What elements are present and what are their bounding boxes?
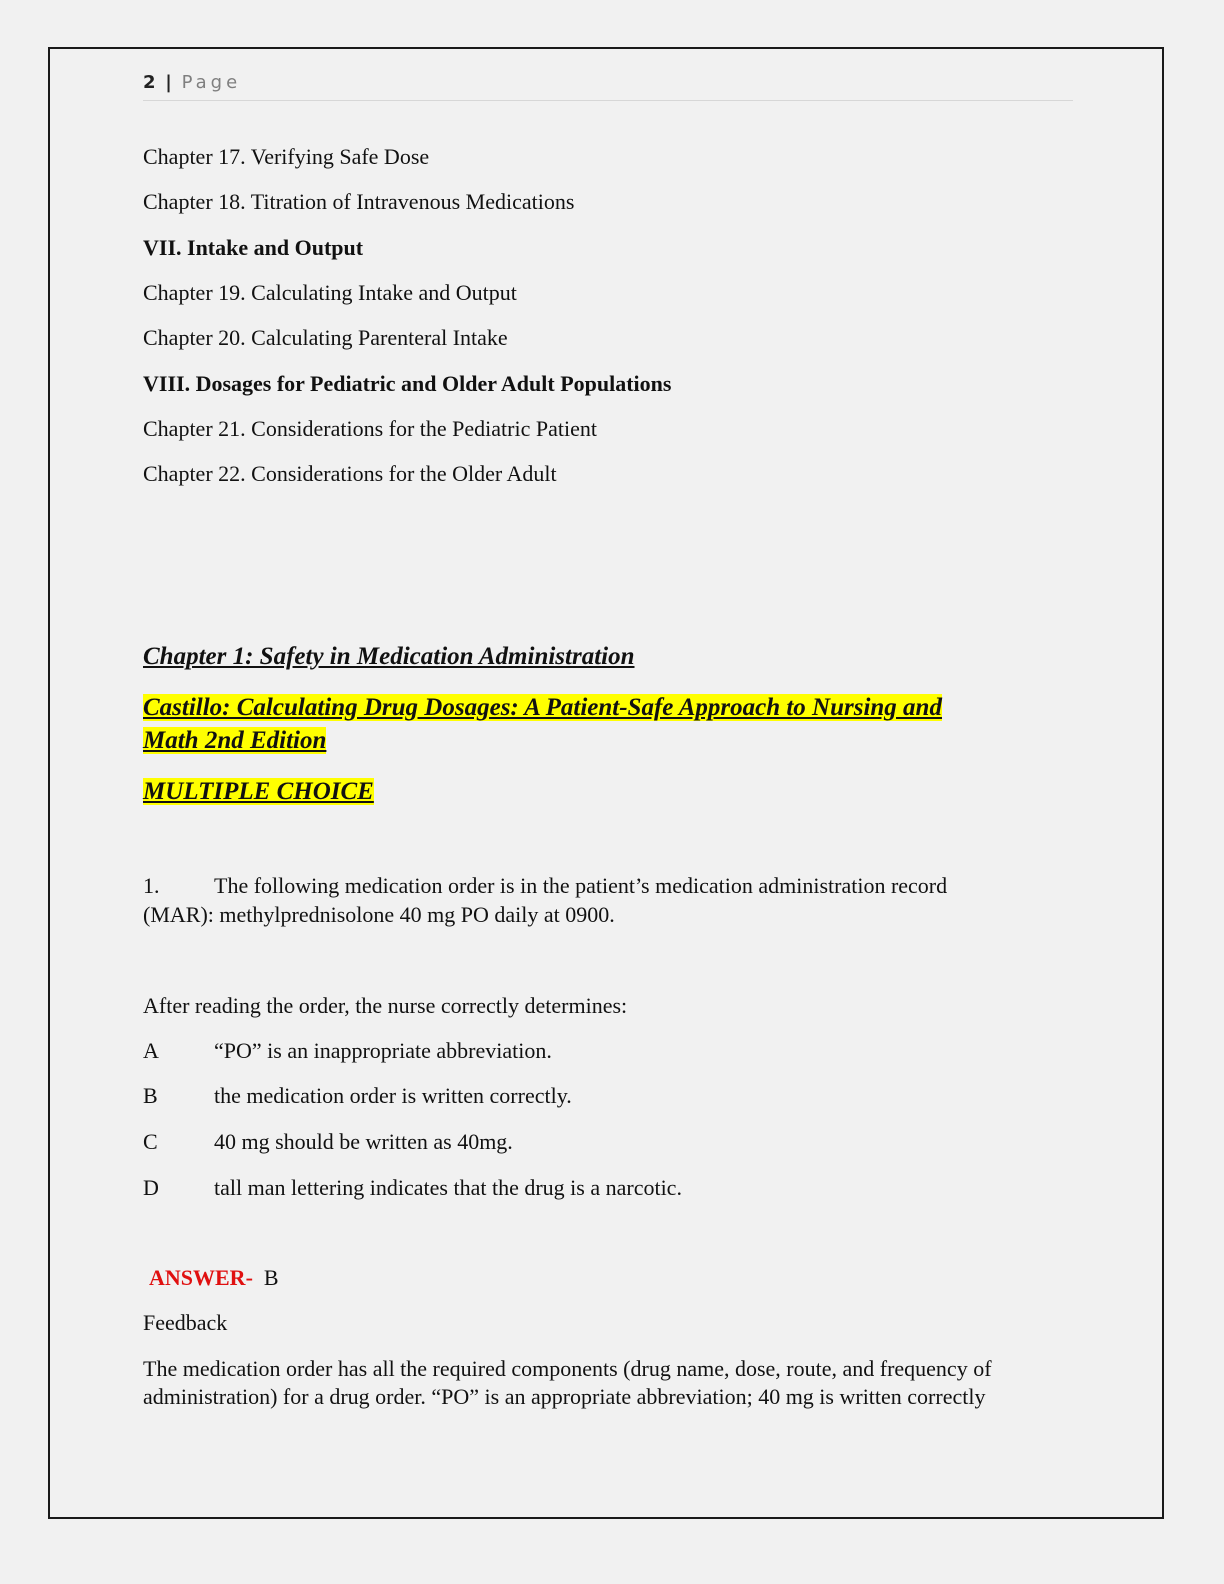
answer-label: ANSWER- xyxy=(149,1265,253,1290)
question-prompt: After reading the order, the nurse correctly determines: xyxy=(143,993,628,1018)
option-b xyxy=(143,1084,572,1108)
book-title-text: Math 2nd Edition xyxy=(143,727,327,754)
option-a xyxy=(143,1039,552,1063)
option-text: tall man lettering indicates that the drug is a narcotic. xyxy=(214,1175,682,1200)
toc-item: Chapter 17. Verifying Safe Dose xyxy=(143,144,430,169)
question-line-2: (MAR): methylprednisolone 40 mg PO daily at 0900. xyxy=(143,902,615,927)
answer-value: B xyxy=(263,1265,279,1290)
toc-item: Chapter 18. Titration of Intravenous Medications xyxy=(143,189,575,214)
option-d xyxy=(143,1176,682,1200)
book-title-text: Castillo: Calculating Drug Dosages: A Patient-Safe Approach to Nursing and xyxy=(143,694,942,721)
page-header xyxy=(143,72,1073,101)
toc-item: Chapter 20. Calculating Parenteral Intake xyxy=(143,325,508,350)
chapter-title: Chapter 1: Safety in Medication Administration xyxy=(143,643,635,670)
toc-item: Chapter 19. Calculating Intake and Output xyxy=(143,280,517,305)
answer-line xyxy=(143,1266,279,1290)
option-c xyxy=(143,1130,513,1154)
option-letter: D xyxy=(143,1175,159,1200)
toc-item: Chapter 21. Considerations for the Pediatric Patient xyxy=(143,416,597,441)
header-separator: | xyxy=(165,72,172,93)
toc-item: Chapter 22. Considerations for the Older Adult xyxy=(143,461,557,486)
feedback-line-2: administration) for a drug order. “PO” is an appropriate abbreviation; 40 mg is written correctly xyxy=(143,1384,986,1409)
book-title-line-2 xyxy=(143,729,326,753)
option-text: “PO” is an inappropriate abbreviation. xyxy=(214,1038,552,1063)
question-line-1 xyxy=(143,874,947,898)
feedback-label: Feedback xyxy=(143,1310,228,1335)
toc-section-heading: VII. Intake and Output xyxy=(143,235,364,260)
option-letter: A xyxy=(143,1038,159,1063)
section-label xyxy=(143,780,374,804)
question-number: 1. xyxy=(143,873,160,898)
option-letter: B xyxy=(143,1083,158,1108)
toc-section-heading: VIII. Dosages for Pediatric and Older Adult Populations xyxy=(143,371,672,396)
option-text: 40 mg should be written as 40mg. xyxy=(214,1129,513,1154)
feedback-line-1: The medication order has all the required components (drug name, dose, route, and frequency of xyxy=(143,1356,992,1381)
book-title-line-1 xyxy=(143,696,942,720)
page-label: Page xyxy=(181,72,242,93)
question-text: The following medication order is in the patient’s medication administration record xyxy=(214,873,948,898)
option-text: the medication order is written correctly. xyxy=(214,1083,572,1108)
section-label-text: MULTIPLE CHOICE xyxy=(143,778,374,805)
option-letter: C xyxy=(143,1129,158,1154)
page-number: 2 xyxy=(143,72,156,93)
